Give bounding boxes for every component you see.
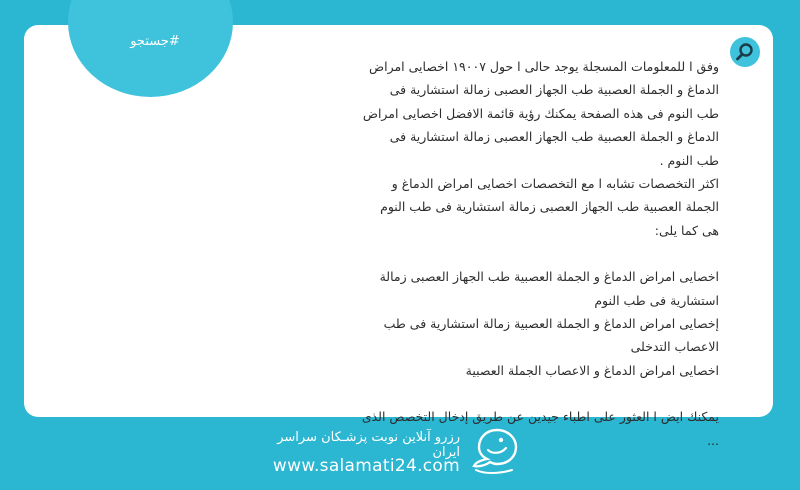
text-line: إخصایی امراض الدماغ و الجملة العصبية زمالة استشارية فی طب <box>383 316 719 332</box>
text-line: طب النوم . <box>659 152 719 168</box>
paragraph-gap <box>354 242 719 265</box>
text-line: الدماغ و الجملة العصبية طب الجهاز العصبی زمالة استشارية فی <box>389 82 719 98</box>
paragraph-gap <box>354 382 719 405</box>
text-line: يمكنك ايض ا العثور علی اطباء جيدين عن طريق إدخال التخصص الذی <box>361 409 719 425</box>
text-line: الجملة العصبية طب الجهاز العصبی زمالة استشارية فی طب النوم <box>380 199 719 215</box>
search-icon <box>735 42 755 62</box>
hashtag-label[interactable]: #جستجو <box>130 34 180 49</box>
text-line: الدماغ و الجملة العصبية طب الجهاز العصبی زمالة استشارية فی <box>389 129 719 145</box>
text-line: هی كما يلی: <box>654 222 719 238</box>
text-line: اكثر التخصصات تشابه ا مع التخصصات اخصایی امراض الدماغ و <box>391 176 719 192</box>
footer-url[interactable]: www.salamati24.com <box>272 456 460 476</box>
text-line: اخصایی امراض الدماغ و الجملة العصبية طب الجهاز العصبی زمالة <box>379 269 719 285</box>
text-line: ... <box>707 432 719 448</box>
text-line: اخصایی امراض الدماغ و الاعصاب الجملة العصبية <box>465 362 719 378</box>
salamati-logo-icon <box>468 426 526 478</box>
article-text <box>354 55 719 452</box>
text-line: وفق ا للمعلومات المسجلة يوجد حالی ا حول ۱۹۰۰۷ اخصایی امراض <box>369 59 719 74</box>
footer-tagline: رزرو آنلاین نوبت پزشـكان سراسر ایران <box>277 430 460 460</box>
text-line: الاعصاب التدخلی <box>630 339 719 355</box>
text-line: طب النوم فی هذه الصفحة يمكنك رؤية قائمة الافضل اخصایی امراض <box>362 105 719 121</box>
text-line: استشارية فی طب النوم <box>594 292 719 308</box>
search-button[interactable] <box>730 37 760 67</box>
